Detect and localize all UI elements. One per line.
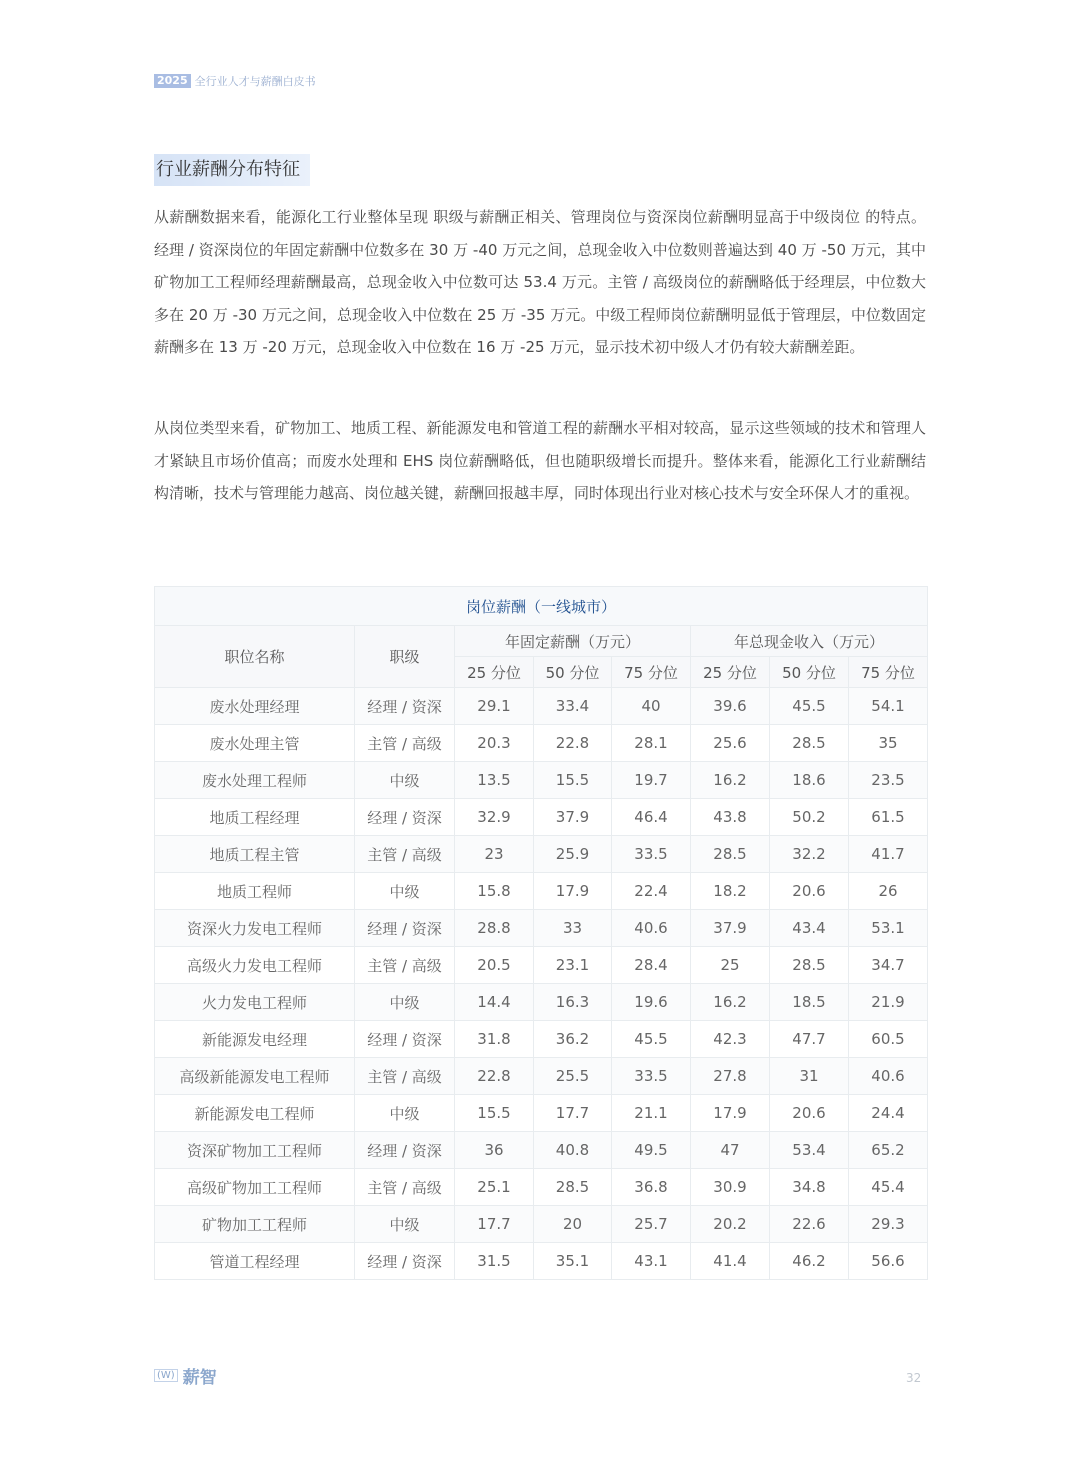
cell-value: 43.4 xyxy=(770,910,849,947)
cell-value: 25 xyxy=(691,947,770,984)
cell-value: 42.3 xyxy=(691,1021,770,1058)
table-caption: 岗位薪酬（一线城市） xyxy=(155,587,928,626)
cell-value: 40.6 xyxy=(612,910,691,947)
table-row xyxy=(155,836,928,873)
cell-value: 18.2 xyxy=(691,873,770,910)
cell-value: 40.6 xyxy=(849,1058,928,1095)
cell-value: 28.5 xyxy=(691,836,770,873)
section-title: 行业薪酬分布特征 xyxy=(154,154,310,186)
cell-value: 35.1 xyxy=(534,1243,612,1280)
cell-value: 40 xyxy=(612,688,691,725)
cell-level: 经理 / 资深 xyxy=(355,688,455,725)
cell-value: 22.4 xyxy=(612,873,691,910)
cell-job-title: 资深火力发电工程师 xyxy=(155,910,355,947)
col-header-percentile: 25 分位 xyxy=(691,657,770,688)
cell-value: 61.5 xyxy=(849,799,928,836)
cell-value: 35 xyxy=(849,725,928,762)
cell-level: 中级 xyxy=(355,873,455,910)
cell-level: 主管 / 高级 xyxy=(355,1169,455,1206)
cell-value: 53.4 xyxy=(770,1132,849,1169)
table-body xyxy=(155,688,928,1280)
cell-value: 30.9 xyxy=(691,1169,770,1206)
cell-value: 17.7 xyxy=(534,1095,612,1132)
cell-value: 29.1 xyxy=(455,688,534,725)
cell-value: 45.5 xyxy=(612,1021,691,1058)
cell-value: 50.2 xyxy=(770,799,849,836)
cell-value: 26 xyxy=(849,873,928,910)
footer-logo xyxy=(154,1363,217,1388)
cell-value: 36.2 xyxy=(534,1021,612,1058)
cell-value: 20.6 xyxy=(770,1095,849,1132)
cell-level: 经理 / 资深 xyxy=(355,1132,455,1169)
cell-job-title: 高级新能源发电工程师 xyxy=(155,1058,355,1095)
col-header-percentile: 50 分位 xyxy=(770,657,849,688)
cell-value: 32.2 xyxy=(770,836,849,873)
cell-value: 20.6 xyxy=(770,873,849,910)
cell-value: 13.5 xyxy=(455,762,534,799)
cell-level: 主管 / 高级 xyxy=(355,1058,455,1095)
cell-value: 25.5 xyxy=(534,1058,612,1095)
cell-value: 37.9 xyxy=(691,910,770,947)
cell-value: 18.6 xyxy=(770,762,849,799)
table-row xyxy=(155,947,928,984)
table-row xyxy=(155,688,928,725)
cell-level: 中级 xyxy=(355,1095,455,1132)
cell-value: 28.5 xyxy=(770,947,849,984)
col-header-percentile: 75 分位 xyxy=(849,657,928,688)
cell-job-title: 地质工程经理 xyxy=(155,799,355,836)
cell-value: 22.6 xyxy=(770,1206,849,1243)
col-header-percentile: 25 分位 xyxy=(455,657,534,688)
col-header-level: 职级 xyxy=(355,626,455,688)
logo-mark-icon: (W) xyxy=(154,1369,178,1382)
cell-level: 主管 / 高级 xyxy=(355,836,455,873)
cell-value: 28.1 xyxy=(612,725,691,762)
cell-job-title: 地质工程师 xyxy=(155,873,355,910)
cell-job-title: 管道工程经理 xyxy=(155,1243,355,1280)
cell-value: 40.8 xyxy=(534,1132,612,1169)
cell-job-title: 高级火力发电工程师 xyxy=(155,947,355,984)
cell-value: 20.2 xyxy=(691,1206,770,1243)
table-row xyxy=(155,1169,928,1206)
table-row xyxy=(155,725,928,762)
cell-value: 27.8 xyxy=(691,1058,770,1095)
running-header xyxy=(154,73,316,89)
cell-value: 31.5 xyxy=(455,1243,534,1280)
cell-level: 主管 / 高级 xyxy=(355,725,455,762)
cell-value: 56.6 xyxy=(849,1243,928,1280)
cell-job-title: 资深矿物加工工程师 xyxy=(155,1132,355,1169)
cell-value: 20.3 xyxy=(455,725,534,762)
table-row xyxy=(155,1132,928,1169)
col-header-percentile: 50 分位 xyxy=(534,657,612,688)
cell-value: 34.8 xyxy=(770,1169,849,1206)
cell-value: 46.4 xyxy=(612,799,691,836)
cell-value: 33.5 xyxy=(612,836,691,873)
col-group-fixed: 年固定薪酬（万元） xyxy=(455,626,691,657)
cell-job-title: 废水处理工程师 xyxy=(155,762,355,799)
cell-level: 经理 / 资深 xyxy=(355,910,455,947)
table-row xyxy=(155,1243,928,1280)
cell-value: 36.8 xyxy=(612,1169,691,1206)
cell-job-title: 火力发电工程师 xyxy=(155,984,355,1021)
cell-value: 34.7 xyxy=(849,947,928,984)
cell-value: 45.4 xyxy=(849,1169,928,1206)
cell-value: 65.2 xyxy=(849,1132,928,1169)
cell-value: 16.3 xyxy=(534,984,612,1021)
cell-value: 25.7 xyxy=(612,1206,691,1243)
header-year: 2025 xyxy=(154,74,191,88)
cell-value: 23.1 xyxy=(534,947,612,984)
cell-value: 46.2 xyxy=(770,1243,849,1280)
cell-value: 19.7 xyxy=(612,762,691,799)
table-row xyxy=(155,910,928,947)
cell-value: 21.9 xyxy=(849,984,928,1021)
col-header-percentile: 75 分位 xyxy=(612,657,691,688)
table-row xyxy=(155,1095,928,1132)
cell-value: 28.8 xyxy=(455,910,534,947)
page-number: 32 xyxy=(906,1371,922,1385)
cell-job-title: 废水处理经理 xyxy=(155,688,355,725)
cell-value: 17.9 xyxy=(534,873,612,910)
cell-job-title: 矿物加工工程师 xyxy=(155,1206,355,1243)
cell-value: 31 xyxy=(770,1058,849,1095)
cell-value: 43.1 xyxy=(612,1243,691,1280)
cell-value: 37.9 xyxy=(534,799,612,836)
cell-value: 16.2 xyxy=(691,984,770,1021)
cell-value: 31.8 xyxy=(455,1021,534,1058)
table-row xyxy=(155,873,928,910)
cell-value: 28.4 xyxy=(612,947,691,984)
cell-value: 60.5 xyxy=(849,1021,928,1058)
cell-value: 15.5 xyxy=(534,762,612,799)
cell-value: 45.5 xyxy=(770,688,849,725)
cell-job-title: 新能源发电工程师 xyxy=(155,1095,355,1132)
cell-value: 14.4 xyxy=(455,984,534,1021)
logo-text: 薪智 xyxy=(182,1368,217,1388)
paragraph-2: 从岗位类型来看，矿物加工、地质工程、新能源发电和管道工程的薪酬水平相对较高，显示这些领域的技术和管理人才紧缺且市场价值高；而废水处理和 EHS 岗位薪酬略低，但也随职级增长而提升。整体来看，能源化工行业薪酬结构清晰，技术与管理能力越高、岗位越关键，薪酬回报越丰厚，同时体现出行业对核心技术与安全环保人才的重视。 xyxy=(154,419,926,503)
cell-job-title: 废水处理主管 xyxy=(155,725,355,762)
cell-level: 中级 xyxy=(355,984,455,1021)
cell-value: 21.1 xyxy=(612,1095,691,1132)
cell-value: 28.5 xyxy=(534,1169,612,1206)
cell-value: 41.4 xyxy=(691,1243,770,1280)
cell-level: 中级 xyxy=(355,1206,455,1243)
cell-level: 经理 / 资深 xyxy=(355,1021,455,1058)
col-group-total: 年总现金收入（万元） xyxy=(691,626,928,657)
cell-value: 24.4 xyxy=(849,1095,928,1132)
cell-value: 47.7 xyxy=(770,1021,849,1058)
cell-value: 25.9 xyxy=(534,836,612,873)
cell-value: 18.5 xyxy=(770,984,849,1021)
cell-value: 15.8 xyxy=(455,873,534,910)
table-row xyxy=(155,1058,928,1095)
cell-level: 经理 / 资深 xyxy=(355,799,455,836)
cell-value: 16.2 xyxy=(691,762,770,799)
cell-value: 25.1 xyxy=(455,1169,534,1206)
cell-value: 29.3 xyxy=(849,1206,928,1243)
cell-value: 17.7 xyxy=(455,1206,534,1243)
cell-value: 19.6 xyxy=(612,984,691,1021)
header-title: 全行业人才与薪酬白皮书 xyxy=(194,75,316,88)
salary-table xyxy=(154,586,928,1280)
cell-value: 53.1 xyxy=(849,910,928,947)
cell-value: 28.5 xyxy=(770,725,849,762)
paragraph-1: 从薪酬数据来看，能源化工行业整体呈现 职级与薪酬正相关、管理岗位与资深岗位薪酬明显高于中级岗位 的特点。经理 / 资深岗位的年固定薪酬中位数多在 30 万 -40 万元之间，总现金收入中位数则普遍达到 40 万 -50 万元，其中矿物加工工程师经理薪酬最高，总现金收入中位数可达 53.4 万元。主管 / 高级岗位的薪酬略低于经理层，中位数大多在 20 万 -30 万元之间，总现金收入中位数在 25 万 -35 万元。中级工程师岗位薪酬明显低于管理层，中位数固定薪酬多在 13 万 -20 万元，总现金收入中位数在 16 万 -25 万元，显示技术初中级人才仍有较大薪酬差距。 xyxy=(154,208,926,357)
cell-value: 47 xyxy=(691,1132,770,1169)
cell-value: 22.8 xyxy=(534,725,612,762)
cell-value: 20.5 xyxy=(455,947,534,984)
cell-level: 中级 xyxy=(355,762,455,799)
cell-value: 17.9 xyxy=(691,1095,770,1132)
cell-value: 43.8 xyxy=(691,799,770,836)
cell-level: 经理 / 资深 xyxy=(355,1243,455,1280)
cell-value: 22.8 xyxy=(455,1058,534,1095)
cell-value: 39.6 xyxy=(691,688,770,725)
cell-value: 23 xyxy=(455,836,534,873)
table-row xyxy=(155,1206,928,1243)
cell-value: 33 xyxy=(534,910,612,947)
table-row xyxy=(155,799,928,836)
cell-job-title: 高级矿物加工工程师 xyxy=(155,1169,355,1206)
cell-value: 23.5 xyxy=(849,762,928,799)
cell-job-title: 地质工程主管 xyxy=(155,836,355,873)
cell-value: 32.9 xyxy=(455,799,534,836)
cell-value: 25.6 xyxy=(691,725,770,762)
table-row xyxy=(155,762,928,799)
cell-level: 主管 / 高级 xyxy=(355,947,455,984)
cell-value: 33.5 xyxy=(612,1058,691,1095)
table-row xyxy=(155,1021,928,1058)
table-row xyxy=(155,984,928,1021)
cell-value: 41.7 xyxy=(849,836,928,873)
cell-job-title: 新能源发电经理 xyxy=(155,1021,355,1058)
cell-value: 33.4 xyxy=(534,688,612,725)
cell-value: 20 xyxy=(534,1206,612,1243)
cell-value: 54.1 xyxy=(849,688,928,725)
cell-value: 49.5 xyxy=(612,1132,691,1169)
cell-value: 36 xyxy=(455,1132,534,1169)
col-header-name: 职位名称 xyxy=(155,626,355,688)
cell-value: 15.5 xyxy=(455,1095,534,1132)
